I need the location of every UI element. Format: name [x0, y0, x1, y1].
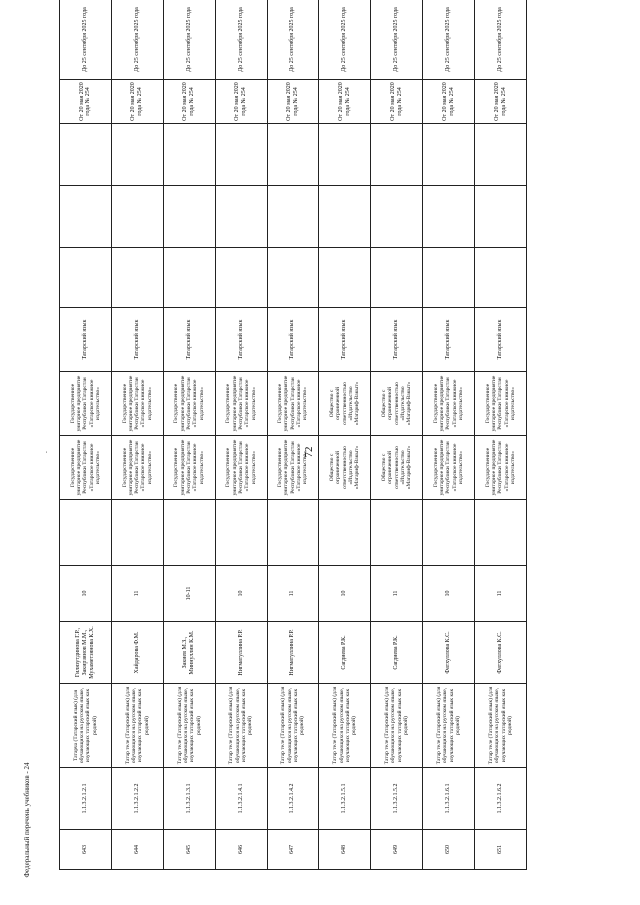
- book-authors: Фатхуллова К.С.: [423, 622, 475, 684]
- empty-col: [319, 186, 371, 248]
- publisher: Общество с ограниченной ответственностью «Издательство «Магариф-Вакыт»: [371, 436, 423, 500]
- empty-col: [215, 248, 267, 308]
- book-title: Татар теле (Татарский язык) (для обучающихся на русском языке, изучающих татарский язык как родной): [215, 684, 267, 768]
- row-number: 647: [267, 830, 319, 870]
- order-ref: От 20 мая 2020 года № 254: [60, 80, 112, 124]
- publisher: Государственное унитарное предприятие Республики Татарстан «Татарское книжное издательство»: [163, 436, 215, 500]
- empty-col: [111, 500, 163, 566]
- empty-col: [60, 248, 112, 308]
- language: Татарский язык: [163, 308, 215, 372]
- empty-col: [111, 248, 163, 308]
- book-authors: Фатхуллова К.С.: [475, 622, 527, 684]
- empty-col: [215, 124, 267, 186]
- grade: 11: [267, 566, 319, 622]
- expiry-date: До 25 сентября 2025 года: [371, 0, 423, 80]
- empty-col: [475, 186, 527, 248]
- table-row: [163, 0, 215, 870]
- language: Татарский язык: [423, 308, 475, 372]
- order-ref: От 20 мая 2020 года № 254: [371, 80, 423, 124]
- empty-col: [319, 248, 371, 308]
- empty-col: [423, 124, 475, 186]
- table-row: [423, 0, 475, 870]
- empty-col: [60, 186, 112, 248]
- book-authors: Сагдиева Р.К.: [319, 622, 371, 684]
- table-body: [60, 0, 527, 870]
- order-ref: От 20 мая 2020 года № 254: [475, 80, 527, 124]
- row-code: 1.1.3.2.1.5.1: [319, 768, 371, 830]
- table-row: [475, 0, 527, 870]
- publisher: Общество с ограниченной ответственностью «Издательство «Магариф-Вакыт»: [319, 436, 371, 500]
- publisher: Государственное унитарное предприятие Республики Татарстан «Татарское книжное издательство»: [423, 436, 475, 500]
- empty-col: [111, 186, 163, 248]
- empty-col: [163, 500, 215, 566]
- empty-col: [267, 124, 319, 186]
- empty-col: [163, 186, 215, 248]
- book-title: Татар теле (Татарский язык) (для обучающихся на русском языке, изучающих татарский язык как родной): [163, 684, 215, 768]
- empty-col: [215, 186, 267, 248]
- order-ref: От 20 мая 2020 года № 254: [423, 80, 475, 124]
- publisher-2: Общество с ограниченной ответственностью «Издательство «Магариф-Вакыт»: [371, 372, 423, 436]
- language: Татарский язык: [475, 308, 527, 372]
- expiry-date: До 25 сентября 2025 года: [475, 0, 527, 80]
- empty-col: [423, 500, 475, 566]
- book-authors: Сагдиева Р.К.: [371, 622, 423, 684]
- empty-col: [60, 124, 112, 186]
- grade: 10: [215, 566, 267, 622]
- book-authors: Закиев М.З., Миннуллин К.М.: [163, 622, 215, 684]
- grade: 11: [371, 566, 423, 622]
- expiry-date: До 25 сентября 2025 года: [423, 0, 475, 80]
- publisher-2: Государственное унитарное предприятие Республики Татарстан «Татарское книжное издательство»: [475, 372, 527, 436]
- empty-col: [371, 248, 423, 308]
- row-number: 644: [111, 830, 163, 870]
- row-code: 1.1.3.2.1.4.2: [267, 768, 319, 830]
- empty-col: [319, 500, 371, 566]
- empty-col: [475, 248, 527, 308]
- language: Татарский язык: [267, 308, 319, 372]
- grade: 10: [423, 566, 475, 622]
- empty-col: [475, 500, 527, 566]
- table-row: [319, 0, 371, 870]
- publisher-2: Государственное унитарное предприятие Республики Татарстан «Татарское книжное издательство»: [163, 372, 215, 436]
- page-number: 72: [303, 446, 315, 458]
- publisher-2: Общество с ограниченной ответственностью «Издательство «Магариф-Вакыт»: [319, 372, 371, 436]
- empty-col: [371, 500, 423, 566]
- language: Татарский язык: [371, 308, 423, 372]
- book-title: Татарча (Татарский язык) (для обучающихся на русском языке, изучающих татарский язык как родной): [60, 684, 112, 768]
- publisher-2: Государственное унитарное предприятие Республики Татарстан «Татарское книжное издательство»: [423, 372, 475, 436]
- empty-col: [163, 124, 215, 186]
- scan-mark: ·: [42, 450, 52, 454]
- book-authors: Нигматуллина Р.Р.: [267, 622, 319, 684]
- table-row: [215, 0, 267, 870]
- empty-col: [423, 248, 475, 308]
- footer-note: Федеральный перечень учебников - 24: [23, 762, 31, 878]
- empty-col: [423, 186, 475, 248]
- rotated-table-wrapper: [59, 7, 527, 870]
- expiry-date: До 25 сентября 2025 года: [111, 0, 163, 80]
- row-number: 651: [475, 830, 527, 870]
- language: Татарский язык: [319, 308, 371, 372]
- row-code: 1.1.3.2.1.5.2: [371, 768, 423, 830]
- book-authors: Нигматуллина Р.Р.: [215, 622, 267, 684]
- table-row: [111, 0, 163, 870]
- row-code: 1.1.3.2.1.6.1: [423, 768, 475, 830]
- language: Татарский язык: [60, 308, 112, 372]
- row-code: 1.1.3.2.1.2.2: [111, 768, 163, 830]
- empty-col: [267, 186, 319, 248]
- grade: 10: [319, 566, 371, 622]
- book-title: Татар теле (Татарский язык) (для обучающихся на русском языке, изучающих татарский язык как родной): [319, 684, 371, 768]
- publisher-2: Государственное унитарное предприятие Республики Татарстан «Татарское книжное издательство»: [215, 372, 267, 436]
- empty-col: [371, 186, 423, 248]
- empty-col: [267, 248, 319, 308]
- book-authors: Хайдарова Ф.М.: [111, 622, 163, 684]
- publisher: Государственное унитарное предприятие Республики Татарстан «Татарское книжное издательство»: [475, 436, 527, 500]
- expiry-date: До 25 сентября 2025 года: [267, 0, 319, 80]
- row-code: 1.1.3.2.1.2.1: [60, 768, 112, 830]
- order-ref: От 20 мая 2020 года № 254: [111, 80, 163, 124]
- publisher-2: Государственное унитарное предприятие Республики Татарстан «Татарское книжное издательство»: [111, 372, 163, 436]
- order-ref: От 20 мая 2020 года № 254: [163, 80, 215, 124]
- row-number: 648: [319, 830, 371, 870]
- book-title: Татар теле (Татарский язык) (для обучающихся на русском языке, изучающих татарский язык как родной): [111, 684, 163, 768]
- row-number: 645: [163, 830, 215, 870]
- book-authors: Гилязутдинова Г.Р., Закирзянов М.М., Мухаметзянова К.Х.: [60, 622, 112, 684]
- empty-col: [60, 500, 112, 566]
- order-ref: От 20 мая 2020 года № 254: [215, 80, 267, 124]
- order-ref: От 20 мая 2020 года № 254: [267, 80, 319, 124]
- publisher: Государственное унитарное предприятие Республики Татарстан «Татарское книжное издательство»: [215, 436, 267, 500]
- table-row: [60, 0, 112, 870]
- empty-col: [215, 500, 267, 566]
- expiry-date: До 25 сентября 2025 года: [60, 0, 112, 80]
- row-code: 1.1.3.2.1.4.1: [215, 768, 267, 830]
- grade: 10: [60, 566, 112, 622]
- empty-col: [267, 500, 319, 566]
- empty-col: [475, 124, 527, 186]
- publisher-2: Государственное унитарное предприятие Республики Татарстан «Татарское книжное издательство»: [60, 372, 112, 436]
- book-title: Татар теле (Татарский язык) (для обучающихся на русском языке, изучающих татарский язык как родной): [371, 684, 423, 768]
- language: Татарский язык: [111, 308, 163, 372]
- publisher: Государственное унитарное предприятие Республики Татарстан «Татарское книжное издательство»: [60, 436, 112, 500]
- book-title: Татар теле (Татарский язык) (для обучающихся на русском языке, изучающих татарский язык как родной): [267, 684, 319, 768]
- table-row: [371, 0, 423, 870]
- row-number: 643: [60, 830, 112, 870]
- book-title: Татар теле (Татарский язык) (для обучающихся на русском языке, изучающих татарский язык как родной): [475, 684, 527, 768]
- table-row: [267, 0, 319, 870]
- expiry-date: До 25 сентября 2025 года: [163, 0, 215, 80]
- row-number: 649: [371, 830, 423, 870]
- empty-col: [163, 248, 215, 308]
- row-code: 1.1.3.2.1.6.2: [475, 768, 527, 830]
- grade: 11: [475, 566, 527, 622]
- textbook-list-table: [59, 0, 527, 870]
- expiry-date: До 25 сентября 2025 года: [215, 0, 267, 80]
- book-title: Татар теле (Татарский язык) (для обучающихся на русском языке, изучающих татарский язык как родной): [423, 684, 475, 768]
- publisher: Государственное унитарное предприятие Республики Татарстан «Татарское книжное издательство»: [267, 436, 319, 500]
- row-number: 650: [423, 830, 475, 870]
- empty-col: [371, 124, 423, 186]
- publisher-2: Государственное унитарное предприятие Республики Татарстан «Татарское книжное издательство»: [267, 372, 319, 436]
- row-number: 646: [215, 830, 267, 870]
- publisher: Государственное унитарное предприятие Республики Татарстан «Татарское книжное издательство»: [111, 436, 163, 500]
- empty-col: [111, 124, 163, 186]
- grade: 11: [111, 566, 163, 622]
- language: Татарский язык: [215, 308, 267, 372]
- expiry-date: До 25 сентября 2025 года: [319, 0, 371, 80]
- empty-col: [319, 124, 371, 186]
- order-ref: От 20 мая 2020 года № 254: [319, 80, 371, 124]
- row-code: 1.1.3.2.1.3.1: [163, 768, 215, 830]
- grade: 10-11: [163, 566, 215, 622]
